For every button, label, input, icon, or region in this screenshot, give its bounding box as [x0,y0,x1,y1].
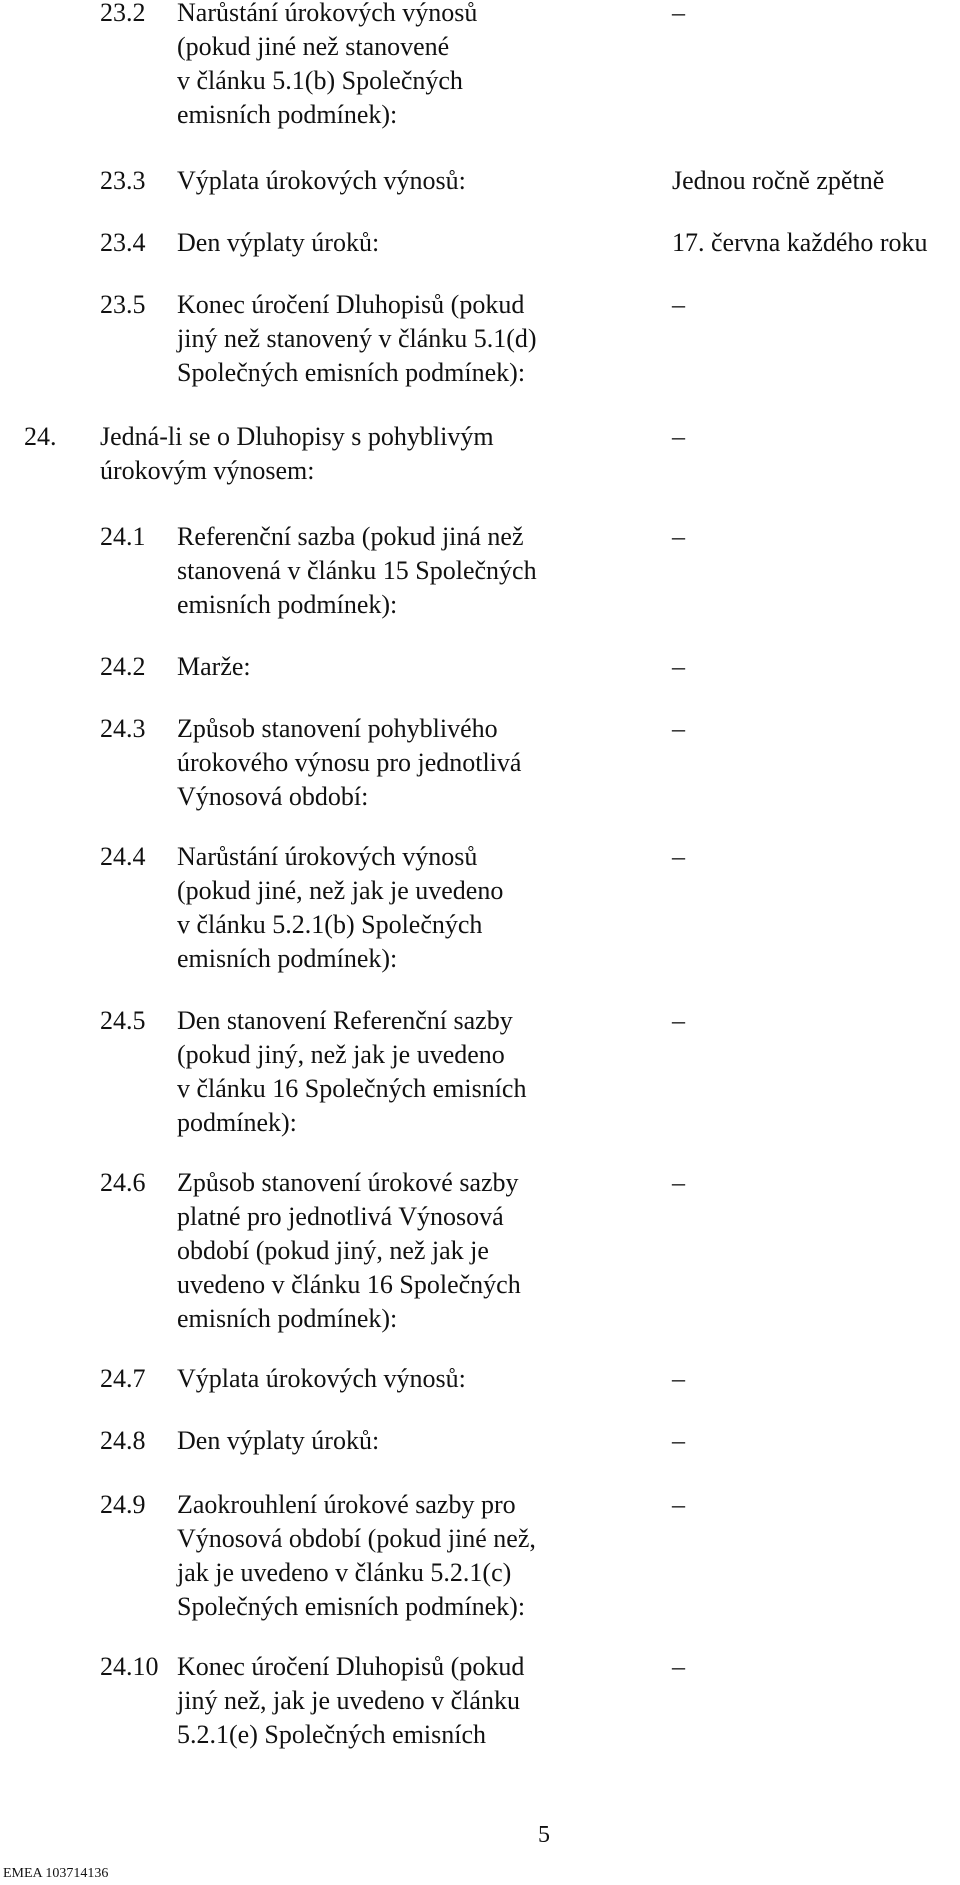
term-label: Den výplaty úroků: [177,228,380,257]
term-number: 24.1 [100,522,146,551]
term-number: 24.7 [100,1364,146,1393]
term-number: 24.9 [100,1490,146,1519]
term-number: 23.5 [100,290,146,319]
term-number: 24.3 [100,714,146,743]
term-value: – [672,522,685,551]
term-number: 24.5 [100,1006,146,1035]
term-value: – [672,842,685,871]
term-label: Referenční sazba (pokud jiná než stanovená v článku 15 Společných emisních podmínek): [177,522,537,619]
section-label: Jedná-li se o Dluhopisy s pohyblivým úrokovým výnosem: [100,422,494,485]
section-number: 24. [24,422,57,451]
term-value: – [672,0,685,27]
term-value: – [672,652,685,681]
term-label: Způsob stanovení úrokové sazby platné pro jednotlivá Výnosová období (pokud jiný, než jak je uvedeno v článku 16 Společných emisních podmínek): [177,1168,521,1333]
term-label: Zaokrouhlení úrokové sazby pro Výnosová období (pokud jiné než, jak je uvedeno v článku 5.2.1(c) Společných emisních podmínek): [177,1490,536,1621]
term-label: Konec úročení Dluhopisů (pokud jiný než stanovený v článku 5.1(d) Společných emisních podmínek): [177,290,537,387]
term-value: – [672,1168,685,1197]
term-value: – [672,1652,685,1681]
term-value: – [672,1490,685,1519]
term-value: – [672,422,685,451]
term-label: Narůstání úrokových výnosů (pokud jiné, než jak je uvedeno v článku 5.2.1(b) Společných emisních podmínek): [177,842,504,973]
term-number: 24.10 [100,1652,159,1681]
term-label: Den stanovení Referenční sazby (pokud jiný, než jak je uvedeno v článku 16 Společných emisních podmínek): [177,1006,527,1137]
term-label: Výplata úrokových výnosů: [177,1364,466,1393]
document-code-footer: EMEA 103714136 [3,1866,109,1881]
term-label: Výplata úrokových výnosů: [177,166,466,195]
term-label: Marže: [177,652,251,681]
term-value: Jednou ročně zpětně [672,166,885,195]
term-label: Narůstání úrokových výnosů (pokud jiné než stanovené v článku 5.1(b) Společných emisních podmínek): [177,0,478,129]
term-number: 24.8 [100,1426,146,1455]
term-label: Konec úročení Dluhopisů (pokud jiný než, jak je uvedeno v článku 5.2.1(e) Společných emisních [177,1652,525,1749]
term-value: – [672,290,685,319]
term-number: 24.2 [100,652,146,681]
term-value: 17. června každého roku [672,228,928,257]
term-number: 24.4 [100,842,146,871]
term-value: – [672,1426,685,1455]
term-value: – [672,1006,685,1035]
term-number: 23.3 [100,166,146,195]
term-value: – [672,714,685,743]
term-number: 24.6 [100,1168,146,1197]
page-number: 5 [538,1822,550,1848]
term-label: Způsob stanovení pohyblivého úrokového výnosu pro jednotlivá Výnosová období: [177,714,522,811]
term-value: – [672,1364,685,1393]
term-number: 23.2 [100,0,146,27]
term-label: Den výplaty úroků: [177,1426,380,1455]
term-number: 23.4 [100,228,146,257]
